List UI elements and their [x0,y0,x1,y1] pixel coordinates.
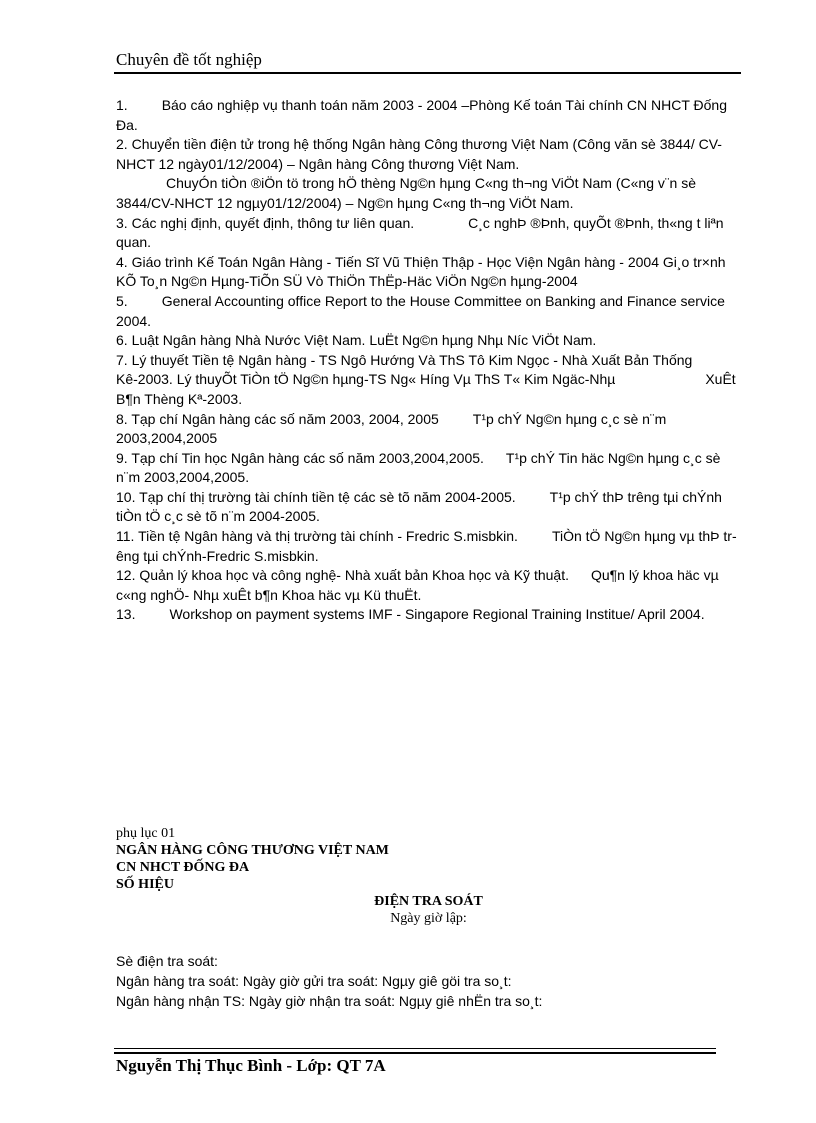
reference-item: 3. Các nghị định, quyết định, thông tư liên quan. C¸c nghÞ ®Þnh, quyÕt ®Þnh, th«ng t liªn quan. [116,214,724,251]
appendix-block [116,825,741,927]
form-fields [116,951,741,1011]
reference-item: 4. Giáo trình Kế Toán Ngân Hàng - Tiến Sĩ Vũ Thiện Thập - Học Viện Ngân hàng - 2004 Gi¸o tr×nh KÕ To¸n Ng©n Hµng-TiÕn SÜ Vò ThiÖn ThËp-Häc ViÖn Ng©n hµng-2004 [116,253,726,290]
footer-author: Nguyễn Thị Thục Bình - Lớp: QT 7A [116,1056,386,1075]
header-divider [114,72,741,74]
reference-item: 6. Luật Ngân hàng Nhà Nước Việt Nam. LuËt Ng©n hµng Nhµ Níc ViÖt Nam. [116,332,597,349]
reference-item: 2. Chuyển tiền điện tử trong hệ thống Ngân hàng Công thương Việt Nam (Công văn sè 3844/ CV-NHCT 12 ngày01/12/2004) – Ngân hàng Công thương Việt Nam. [116,136,722,172]
reference-list [116,96,741,625]
form-line: Ngân hàng nhận TS: Ngày giờ nhận tra soát: Ngµy giê nhËn tra so¸t: [116,993,543,1009]
footer-divider [114,1048,716,1049]
footer-divider-thick [114,1052,716,1054]
form-line: Sè điện tra soát: [116,953,218,969]
page-header-title: Chuyên đề tốt nghiệp [116,50,262,69]
form-title: ĐIỆN TRA SOÁT [374,894,483,909]
reference-item: 13. Workshop on payment systems IMF - Singapore Regional Training Institue/ April 2004. [116,606,705,623]
number-label: SỐ HIỆU [116,877,174,892]
appendix-label: phụ lục 01 [116,826,176,841]
reference-item: ChuyÓn tiÒn ®iÖn tö trong hÖ thèng Ng©n hµng C«ng th¬ng ViÖt Nam (C«ng v¨n sè 3844/CV-NHCT 12 ngµy01/12/2004) – Ng©n hµng C«ng th¬ng ViÖt Nam. [116,175,696,211]
reference-item: 9. Tạp chí Tin học Ngân hàng các số năm 2003,2004,2005. T¹p chÝ Tin häc Ng©n hµng c¸c sè n¨m 2003,2004,2005. [116,449,721,486]
reference-item: 10. Tạp chí thị trường tài chính tiền tệ các sè tõ năm 2004-2005. T¹p chÝ thÞ trêng tµi chÝnh tiÒn tÖ c¸c sè tõ n¨m 2004-2005. [116,488,722,525]
reference-item: 5. General Accounting office Report to the House Committee on Banking and Finance service 2004. [116,292,725,329]
bank-name: NGÂN HÀNG CÔNG THƯƠNG VIỆT NAM [116,843,389,858]
branch-name: CN NHCT ĐỐNG ĐA [116,860,250,875]
reference-item: 11. Tiền tệ Ngân hàng và thị trường tài chính - Fredric S.misbkin. TiÒn tÖ Ng©n hµng vµ thÞ trêng tµi chÝnh-Fredric S.misbkin. [116,528,737,564]
reference-item: 8. Tạp chí Ngân hàng các số năm 2003, 2004, 2005 T¹p chÝ Ng©n hµng c¸c sè n¨m 2003,2004,2005 [116,410,667,447]
reference-item: 7. Lý thuyết Tiền tệ Ngân hàng - TS Ngô Hướng Và ThS Tô Kim Ngọc - Nhà Xuất Bản Thống Kê-2003. Lý thuyÕt TiÒn tÖ Ng©n hµng-TS Ng« Híng Vµ ThS T« Kim Ngäc-Nhµ XuÊt B¶n Thèng Kª-2003. [116,351,736,407]
form-line: Ngân hàng tra soát: Ngày giờ gửi tra soát: Ngµy giê göi tra so¸t: [116,973,512,989]
form-date: Ngày giờ lập: [390,911,467,926]
reference-item: 1. Báo cáo nghiệp vụ thanh toán năm 2003 - 2004 –Phòng Kế toán Tài chính CN NHCT Đống Đa. [116,97,727,133]
reference-item: 12. Quản lý khoa học và công nghệ- Nhà xuất bản Khoa học và Kỹ thuật. Qu¶n lý khoa häc vµ c«ng nghÖ- Nhµ xuÊt b¶n Khoa häc vµ Kü thuËt. [116,567,719,603]
